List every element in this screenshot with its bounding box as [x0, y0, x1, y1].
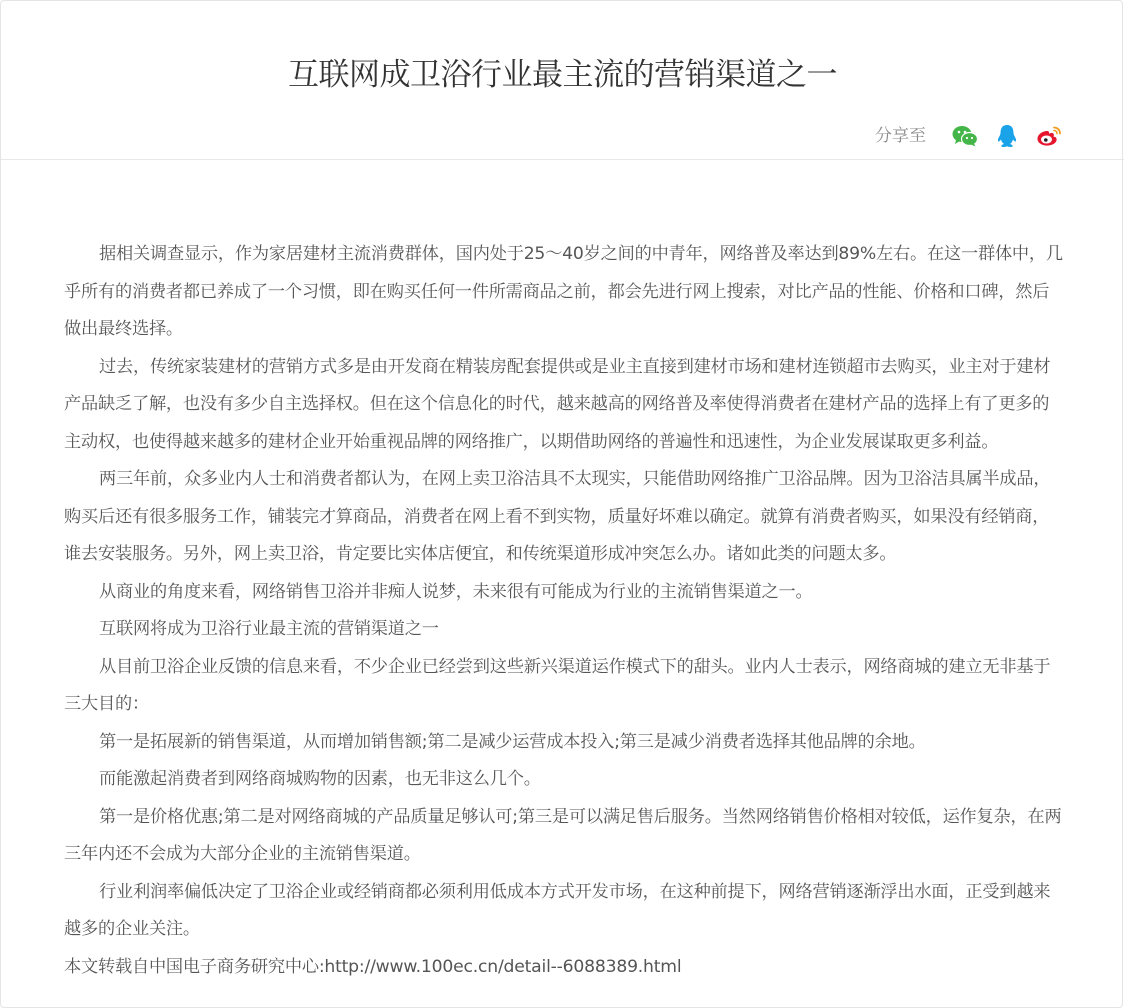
- source-note: 本文转载自中国电子商务研究中心:http://www.100ec.cn/detail--6088389.html: [64, 956, 682, 977]
- paragraph: 而能激起消费者到网络商城购物的因素，也无非这么几个。: [99, 769, 541, 789]
- page-title: 互联网成卫浴行业最主流的营销渠道之一: [288, 57, 837, 93]
- share-label: 分享至: [875, 126, 926, 146]
- article-header: [1, 1, 1124, 160]
- weibo-icon[interactable]: [1034, 122, 1064, 150]
- paragraph: 两三年前，众多业内人士和消费者都认为，在网上卖卫浴洁具不太现实，只能借助网络推广卫浴品牌。因为卫浴洁具属半成品，购买后还有很多服务工作，铺装完才算商品，消费者在网上看不到实物，质量好坏难以确定。就算有消费者购买，如果没有经销商，谁去安装服务。另外，网上卖卫浴，肯定要比实体店便宜，和传统渠道形成冲突怎么办。诸如此类的问题太多。: [64, 469, 1051, 564]
- paragraph: 据相关调查显示，作为家居建材主流消费群体，国内处于25～40岁之间的中青年，网络普及率达到89%左右。在这一群体中，几乎所有的消费者都已养成了一个习惯，即在购买任何一件所需商品之前，都会先进行网上搜索，对比产品的性能、价格和口碑，然后做出最终选择。: [64, 244, 1063, 339]
- paragraph: 第一是价格优惠;第二是对网络商城的产品质量足够认可;第三是可以满足售后服务。当然网络销售价格相对较低，运作复杂，在两三年内还不会成为大部分企业的主流销售渠道。: [64, 806, 1062, 864]
- subheading: 互联网将成为卫浴行业最主流的营销渠道之一: [99, 619, 439, 639]
- share-bar: [875, 122, 1064, 150]
- paragraph: 从商业的角度来看，网络销售卫浴并非痴人说梦，未来很有可能成为行业的主流销售渠道之一。: [99, 581, 813, 602]
- wechat-icon[interactable]: [950, 122, 980, 150]
- article-body: [64, 236, 1064, 986]
- qq-icon[interactable]: [992, 122, 1022, 150]
- paragraph: 过去，传统家装建材的营销方式多是由开发商在精装房配套提供或是业主直接到建材市场和建材连锁超市去购买，业主对于建材产品缺乏了解，也没有多少自主选择权。但在这个信息化的时代，越来越高的网络普及率使得消费者在建材产品的选择上有了更多的主动权，也使得越来越多的建材企业开始重视品牌的网络推广，以期借助网络的普遍性和迅速性，为企业发展谋取更多利益。: [64, 356, 1051, 452]
- paragraph: 从目前卫浴企业反馈的信息来看，不少企业已经尝到这些新兴渠道运作模式下的甜头。业内人士表示，网络商城的建立无非基于三大目的：: [64, 656, 1051, 714]
- paragraph: 行业利润率偏低决定了卫浴企业或经销商都必须利用低成本方式开发市场，在这种前提下，网络营销逐渐浮出水面，正受到越来越多的企业关注。: [64, 881, 1051, 939]
- paragraph: 第一是拓展新的销售渠道，从而增加销售额;第二是减少运营成本投入;第三是减少消费者选择其他品牌的余地。: [99, 731, 926, 752]
